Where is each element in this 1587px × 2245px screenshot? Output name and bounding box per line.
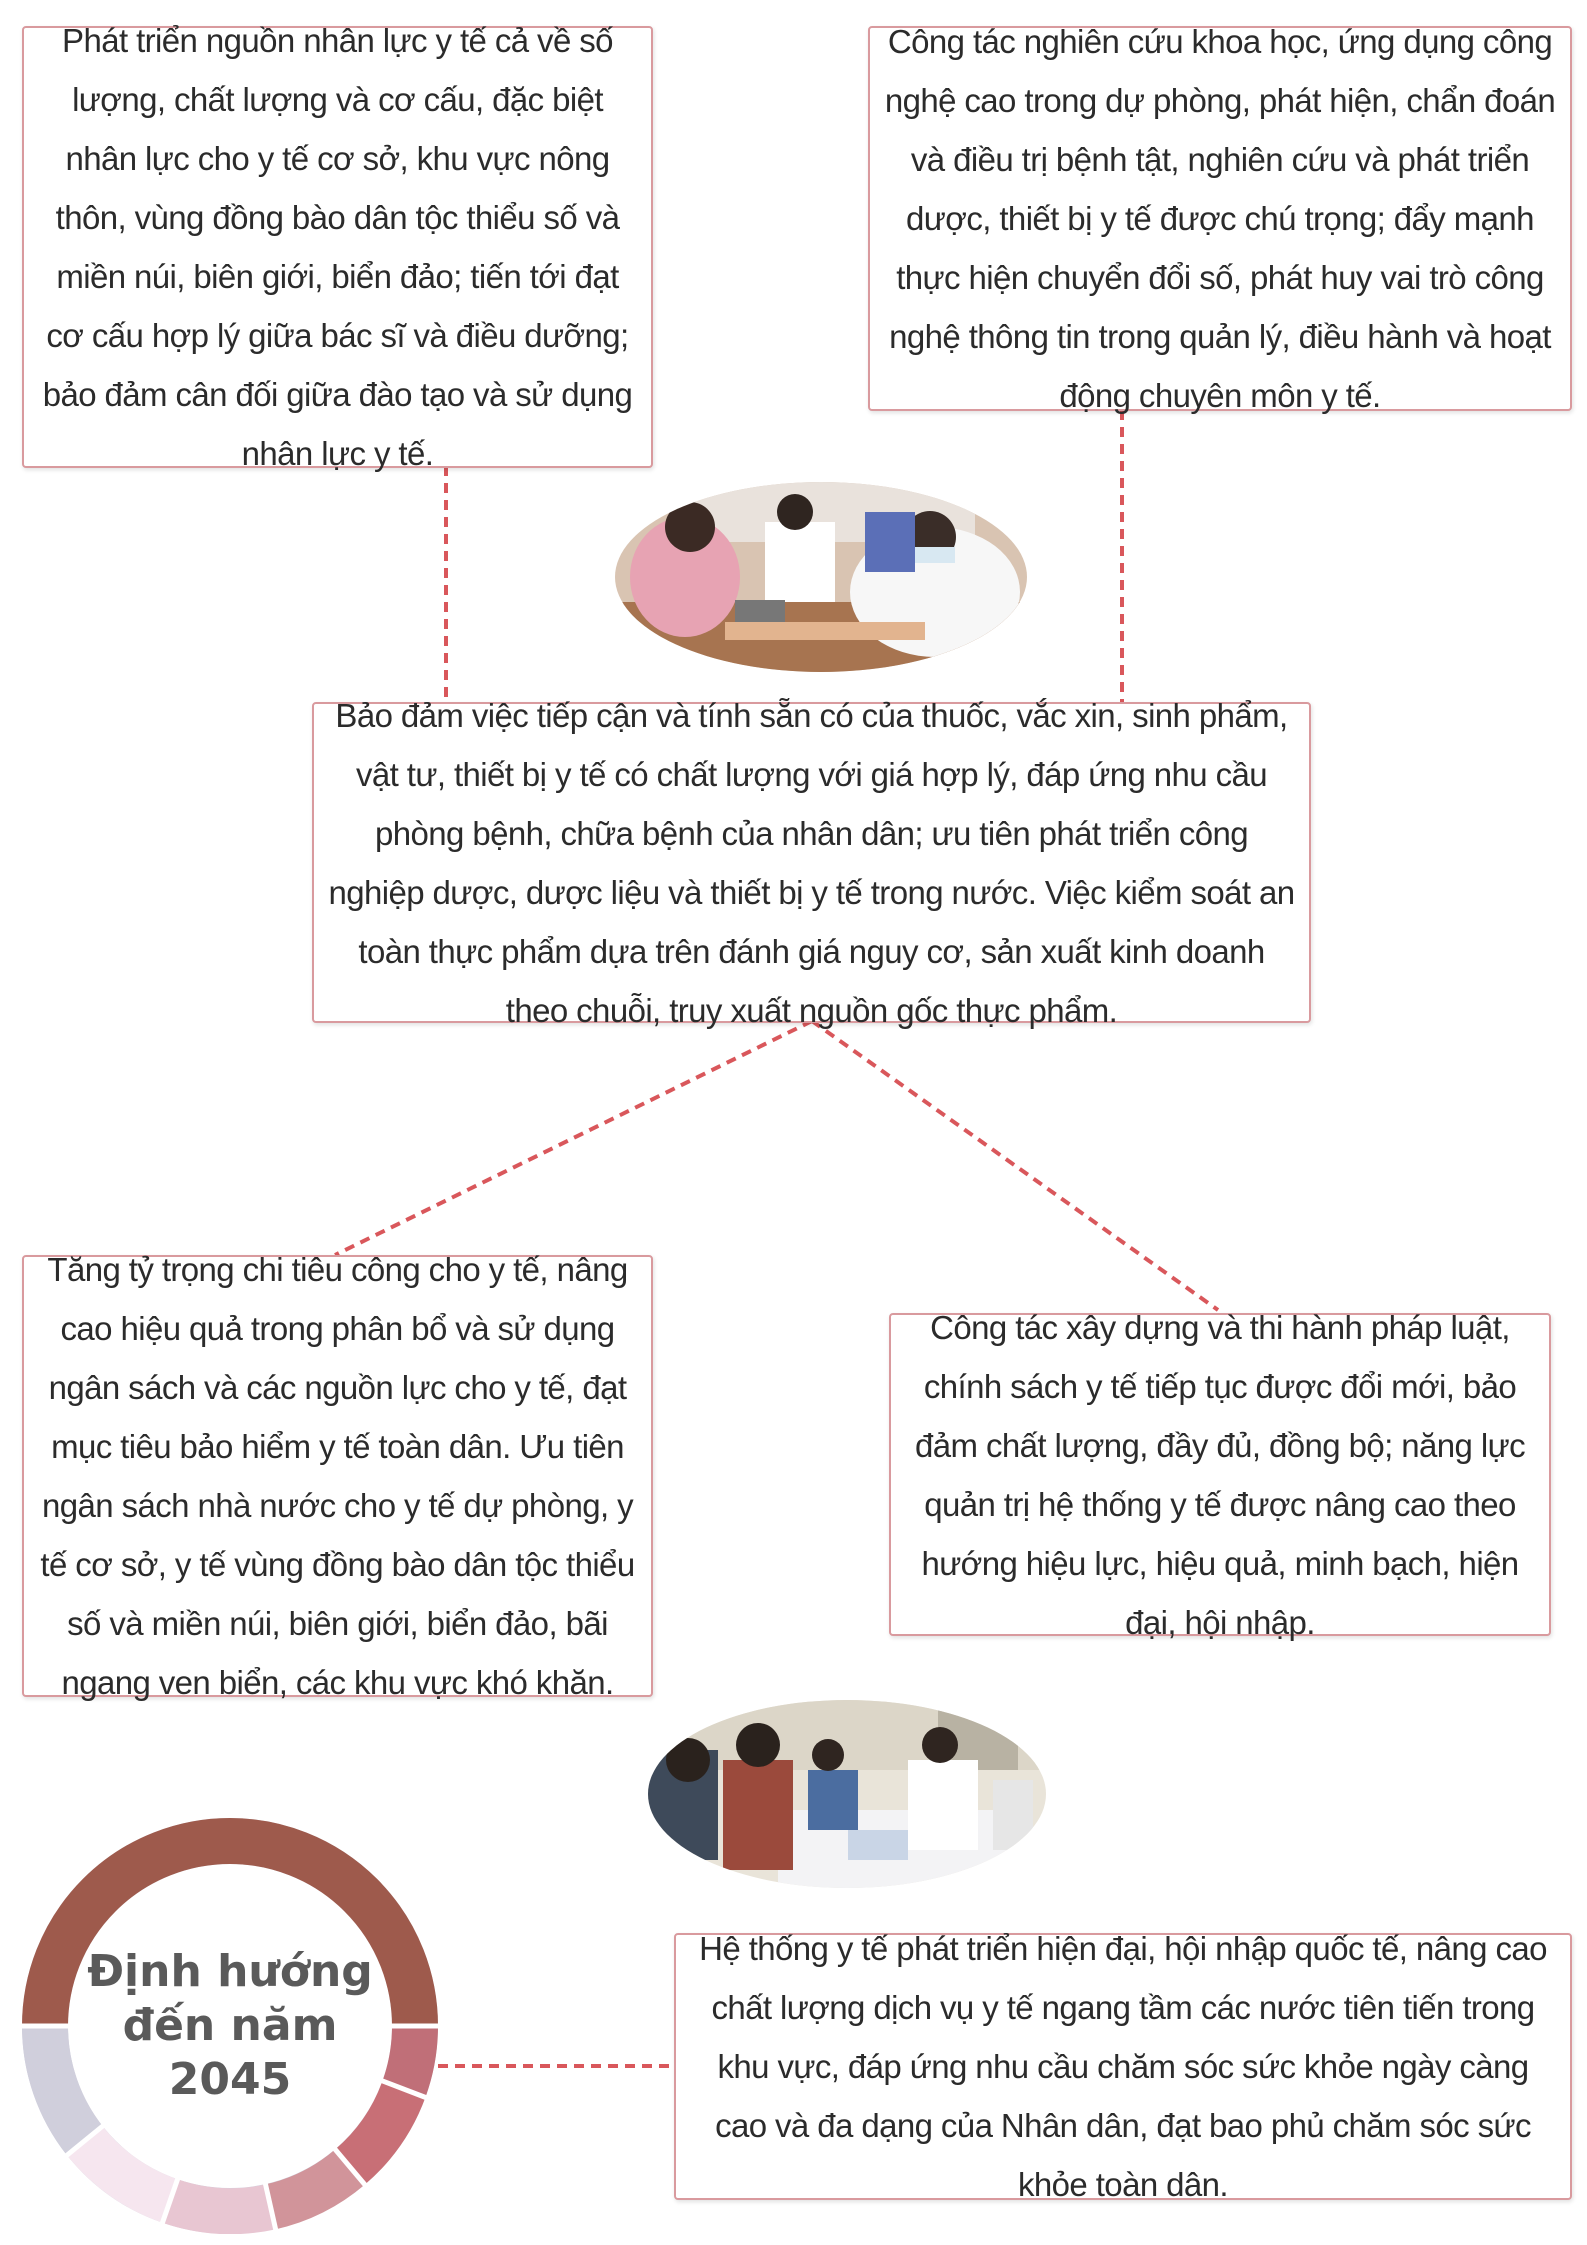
info-box-modern-health-system-text: Hệ thống y tế phát triển hiện đại, hội nhập quốc tế, nâng cao chất lượng dịch vụ y tế ngang tầm các nước tiên tiến trong khu vực, đáp ứng nhu cầu chăm sóc sức khỏe ngày càng cao và đa dạng của Nhân dân, đạt bao phủ chăm sóc sức khỏe toàn dân. (699, 1930, 1547, 2203)
info-box-research-technology-text: Công tác nghiên cứu khoa học, ứng dụng công nghệ cao trong dự phòng, phát hiện, chẩn đoán và điều trị bệnh tật, nghiên cứu và phát triển dược, thiết bị y tế được chú trọng; đẩy mạnh thực hiện chuyển đổi số, phát huy vai trò công nghệ thông tin trong quản lý, điều hành và hoạt động chuyên môn y tế. (884, 23, 1556, 414)
ring-label (22, 1818, 438, 2234)
orientation-ring (22, 1818, 438, 2234)
info-box-law-policy (889, 1308, 1551, 1641)
info-box-public-spending-text: Tăng tỷ trọng chi tiêu công cho y tế, nâng cao hiệu quả trong phân bổ và sử dụng ngân sách và các nguồn lực cho y tế, đạt mục tiêu bảo hiểm y tế toàn dân. Ưu tiên ngân sách nhà nước cho y tế dự phòng, y tế cơ sở, y tế vùng đồng bào dân tộc thiểu số và miền núi, biên giới, biển đảo, bãi ngang ven biển, các khu vực khó khăn. (40, 1251, 635, 1701)
info-box-modern-health-system (674, 1930, 1572, 2203)
connector-center-left (335, 1021, 812, 1255)
info-box-medicine-access-text: Bảo đảm việc tiếp cận và tính sẵn có của thuốc, vắc xin, sinh phẩm, vật tư, thiết bị y tế có chất lượng với giá hợp lý, đáp ứng nhu cầu phòng bệnh, chữa bệnh của nhân dân; ưu tiên phát triển công nghiệp dược, dược liệu và thiết bị y tế trong nước. Việc kiểm soát an toàn thực phẩm dựa trên đánh giá nguy cơ, sản xuất kinh doanh theo chuỗi, truy xuất nguồn gốc thực phẩm. (328, 696, 1295, 1029)
connector-center-right (812, 1021, 1218, 1310)
clinic-photo-bottom (648, 1700, 1046, 1888)
info-box-human-resources (22, 22, 653, 472)
info-box-research-technology (868, 23, 1572, 414)
info-box-human-resources-text: Phát triển nguồn nhân lực y tế cả về số lượng, chất lượng và cơ cấu, đặc biệt nhân lực cho y tế cơ sở, khu vực nông thôn, vùng đồng bào dân tộc thiểu số và miền núi, biên giới, biển đảo; tiến tới đạt cơ cấu hợp lý giữa bác sĩ và điều dưỡng; bảo đảm cân đối giữa đào tạo và sử dụng nhân lực y tế. (42, 22, 633, 472)
ring-label-line2: đến năm (122, 2000, 338, 2051)
ring-label-line1: Định hướng (87, 1946, 373, 1997)
medical-checkup-photo-top (615, 482, 1027, 672)
info-box-law-policy-text: Công tác xây dựng và thi hành pháp luật, chính sách y tế tiếp tục được đổi mới, bảo đảm chất lượng, đầy đủ, đồng bộ; năng lực quản trị hệ thống y tế được nâng cao theo hướng hiệu lực, hiệu quả, minh bạch, hiện đại, hội nhập. (915, 1308, 1525, 1641)
info-box-medicine-access (312, 696, 1311, 1029)
info-box-public-spending (22, 1251, 653, 1701)
ring-label-year: 2045 (168, 2054, 292, 2105)
